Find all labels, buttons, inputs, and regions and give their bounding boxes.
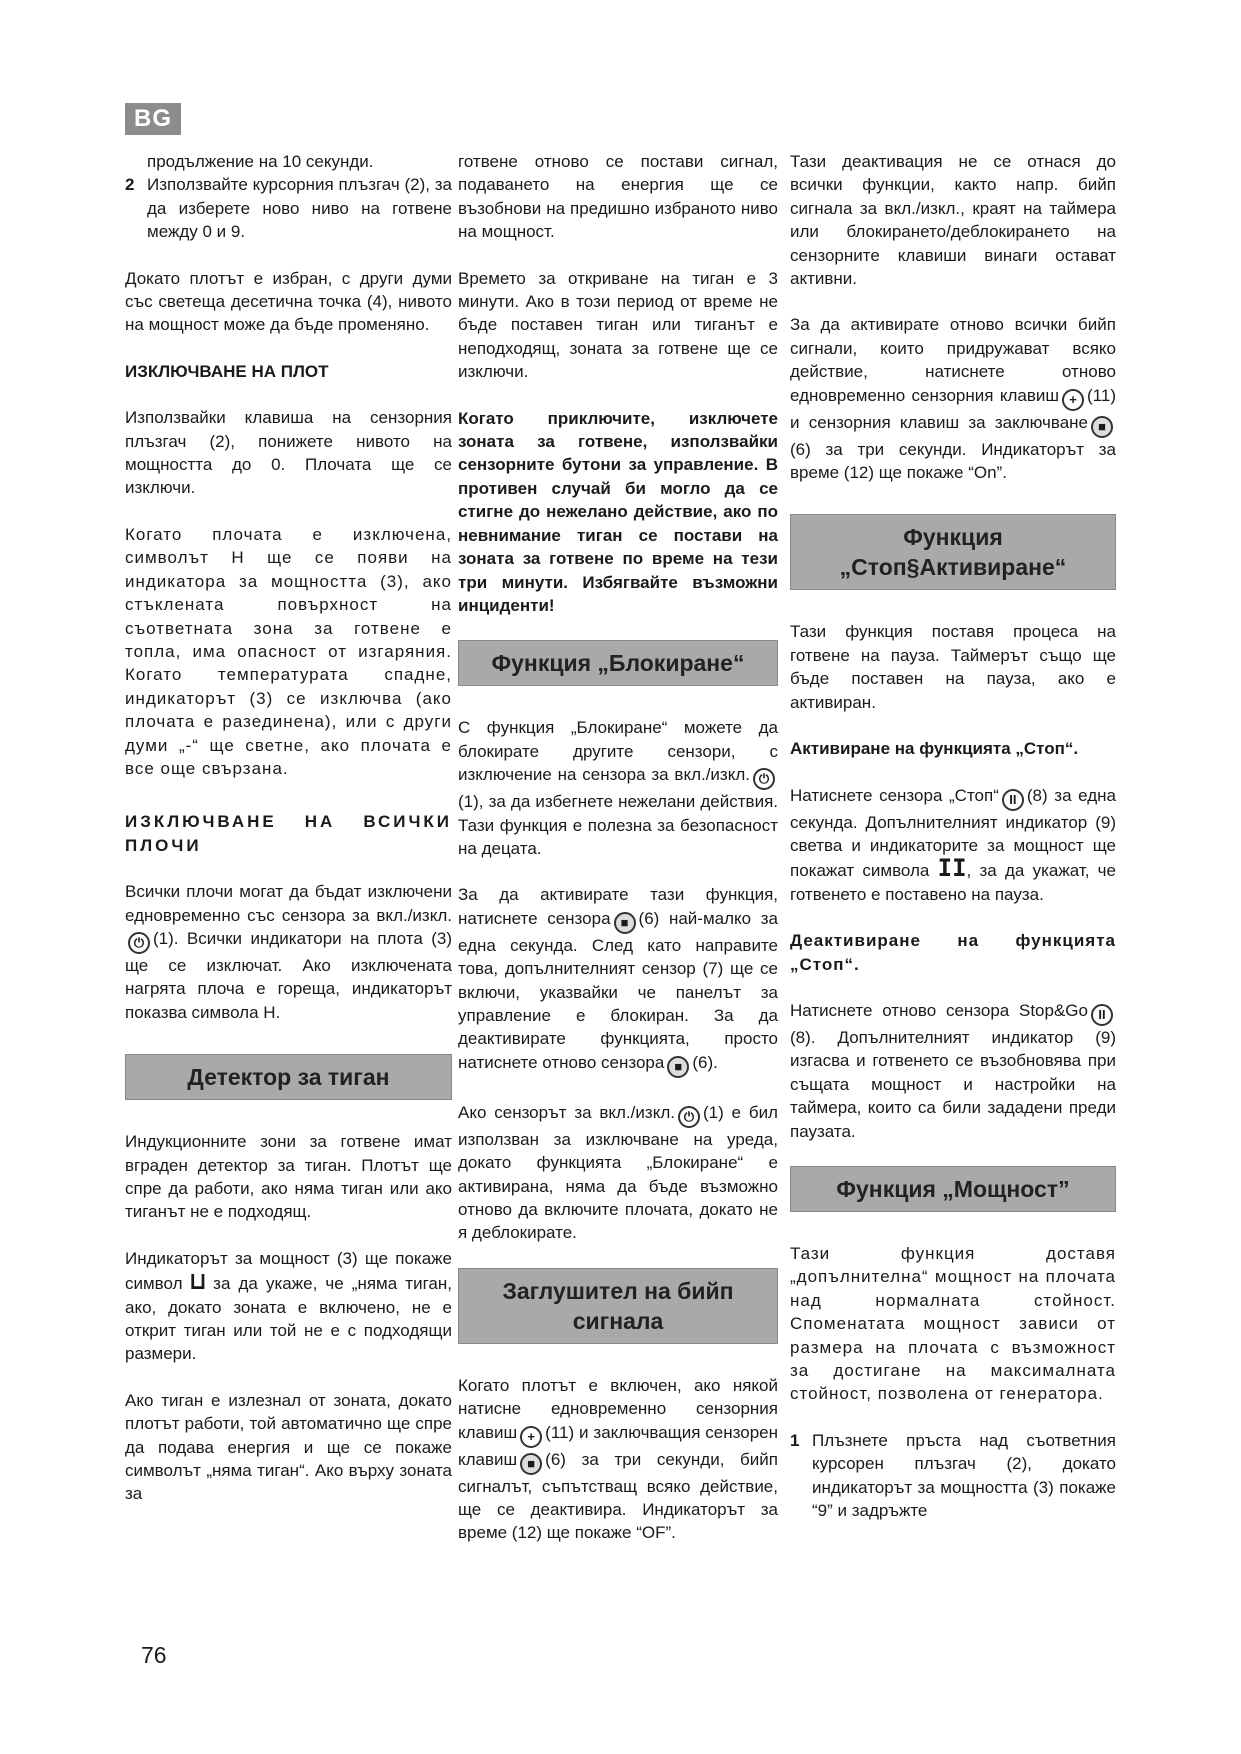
power-icon: ⏻ — [753, 768, 775, 790]
paragraph — [125, 1247, 452, 1366]
plus-icon: + — [520, 1426, 542, 1448]
text: Индикаторът за мощност (3) ще покаже символ — [125, 1248, 452, 1294]
text: Натиснете сензора „Стоп“ — [790, 785, 999, 805]
numbered-item-2 — [125, 173, 452, 243]
item-number: 1 — [790, 1430, 800, 1450]
section-heading: ИЗКЛЮЧВАНЕ НА ВСИЧКИ ПЛОЧИ — [125, 812, 452, 855]
paragraph — [458, 883, 778, 1077]
language-badge: BG — [125, 103, 181, 135]
paragraph: Тази функция поставя процеса на готвене на пауза. Таймерът също ще бъде поставен на пауза, ако е активиран. — [790, 622, 1116, 712]
paragraph — [458, 1374, 778, 1545]
lock-icon: ■ — [614, 912, 636, 934]
section-heading: Деактивиране на функцията „Стоп“. — [790, 931, 1116, 974]
no-pan-symbol-icon: ⊔ — [190, 1267, 206, 1296]
paragraph: Използвайки клавиша на сензорния плъзгач (2), понижете нивото на мощността до 0. Плочата ще се изключи. — [125, 408, 452, 498]
numbered-item-1 — [790, 1429, 1116, 1523]
text: Ако сензорът за вкл./изкл. — [458, 1102, 675, 1122]
lock-icon: ■ — [667, 1056, 689, 1078]
text: Натиснете отново сензора Stop&Go — [790, 1000, 1088, 1020]
paragraph: Ако тиган е излезнал от зоната, докато плотът работи, той автоматично ще спре да подава енергия и ще се покаже символът „няма тиган“. Ако върху зоната за — [125, 1390, 452, 1504]
text: За да активирате тази функция, натиснете сензора — [458, 885, 778, 928]
paragraph — [790, 784, 1116, 907]
column-2 — [458, 150, 778, 1568]
text: (1) е бил използван за изключване на уреда, докато функцията „Блокиране“ е активирана, няма да бъде възможно отново да включите плочата, докато не я деблокирате. — [458, 1102, 778, 1243]
section-box-lock: Функция „Блокиране“ — [458, 640, 778, 686]
text: Когато плотът е включен, ако някой натисне едновременно сензорния клавиш — [458, 1375, 778, 1442]
paragraph — [790, 313, 1116, 484]
lock-icon: ■ — [1091, 416, 1113, 438]
paragraph: продължение на 10 секунди. — [147, 152, 374, 171]
paragraph: готвене отново се постави сигнал, подаването на енергия ще се възобнови на предишно избраното ниво на мощност. — [458, 152, 778, 242]
paragraph: Когато плочата е изключена, символът H ще се появи на индикатора за мощността (3), ако стъклената повърхност на съответната зона за готвене е топла, има опасност от изгаряния. Когато температурата спадне, индикаторът (3) се изключва (ако плочата е разединена), или с други думи „-“ ще светне, ако плочата е все още свързана. — [125, 524, 452, 778]
section-heading: Активиране на функцията „Стоп“. — [790, 739, 1079, 759]
text: (6) най-малко за една секунда. След като направите това, допълнителният сензор (7) ще се включи, указвайки че панелът за управление е блокиран. За да деактивирате функцията, просто натиснете отново сензора — [458, 908, 778, 1072]
pause-icon: II — [1091, 1004, 1113, 1026]
lock-icon: ■ — [520, 1453, 542, 1475]
text: (6). — [692, 1052, 718, 1072]
text: (8) за една секунда. Допълнителният индикатор (9) светва и индикаторите за мощност ще покажат символа — [790, 785, 1116, 881]
paragraph: Докато плотът е избран, с други думи със светеща десетична точка (4), нивото на мощност може да бъде променяно. — [125, 268, 452, 335]
power-icon: ⏻ — [128, 932, 150, 954]
text: (1). Всички индикатори на плота (3) ще се изключат. Ако изключената нагрята плоча е гореща, индикаторът показва символа H. — [125, 928, 452, 1022]
section-box-pan-detector: Детектор за тиган — [125, 1054, 452, 1100]
plus-icon: + — [1062, 389, 1084, 411]
paragraph — [125, 880, 452, 1024]
paragraph: Тази функция доставя „допълнителна“ мощност на плочата над нормалната стойност. Споменатата мощност зависи от размера на плочата с възможност за достигане на максималната стойност, позволена от генератора. — [790, 1243, 1116, 1404]
paragraph: Тази деактивация не се отнася до всички функции, както напр. бийп сигнала за вкл./изкл., краят на таймера или блокирането/деблокирането на сензорните клавиши винаги остават активни. — [790, 152, 1116, 289]
text: За да активирате отново всички бийп сигнали, които придружават всяко действие, натиснете отново едновременно сензорния клавиш — [790, 315, 1116, 405]
text: (6) за три секунди, бийп сигналът, съпътстващ всяко действие, ще се деактивира. Индикаторът за време (12) ще покаже “OF”. — [458, 1449, 778, 1543]
section-heading: ИЗКЛЮЧВАНЕ НА ПЛОТ — [125, 361, 329, 381]
paragraph — [458, 716, 778, 860]
text: , за да укажат, че готвенето е поставено на пауза. — [790, 861, 1116, 904]
text: за да укаже, че „няма тиган, ако, докато зоната е включено, не е открит тиган или той не е с подходящи размери. — [125, 1274, 452, 1364]
text: (11) и сензорния клавиш за заключване — [790, 385, 1116, 432]
column-1 — [125, 150, 452, 1529]
pause-icon: II — [1002, 789, 1024, 811]
power-icon: ⏻ — [678, 1106, 700, 1128]
text: (11) и заключващия сензорен клавиш — [458, 1422, 778, 1469]
paragraph — [790, 999, 1116, 1143]
item-text: Използвайте курсорния плъзгач (2), за да изберете ново ниво на готвене между 0 и 9. — [147, 175, 452, 242]
text: С функция „Блокиране“ можете да блокирате другите сензори, с изключение на сензора за вкл./изкл. — [458, 718, 778, 785]
page-number: 76 — [141, 1642, 167, 1668]
paragraph: Индукционните зони за готвене имат вграден детектор за тиган. Плотът ще спре да работи, ако няма тиган или ако тиганът не е подходящ. — [125, 1132, 452, 1222]
text: Всички плочи могат да бъдат изключени едновременно със сензора за вкл./изкл. — [125, 882, 452, 925]
section-box-stop-activate: Функция „Стоп§Активиране“ — [790, 514, 1116, 590]
text: (1), за да избегнете нежелани действия. Тази функция е полезна за безопасност на децата. — [458, 792, 778, 858]
text: (8). Допълнителният индикатор (9) изгасва и готвенето се възобновява при същата мощност и настройки на таймера, които са били зададени преди паузата. — [790, 1027, 1116, 1141]
paragraph: Времето за откриване на тиган е 3 минути. Ако в този период от време не бъде поставен тиган или тиганът е неподходящ, зоната за готвене ще се изключи. — [458, 268, 778, 382]
warning-paragraph: Когато приключите, изключете зоната за готвене, използвайки сензорните бутони за управление. В противен случай би могло да се стигне до нежелано действие, ако по невнимание тиган се постави на зоната за готвене по време на тези три минути. Избягвайте възможни инциденти! — [458, 408, 778, 615]
section-box-power: Функция „Мощност” — [790, 1166, 1116, 1212]
text: (6) за три секунди. Индикаторът за време (12) ще покаже “On”. — [790, 439, 1116, 483]
paragraph — [458, 1101, 778, 1245]
item-number: 2 — [125, 175, 135, 195]
column-3 — [790, 150, 1116, 1522]
section-box-beep-muter: Заглушител на бийп сигнала — [458, 1268, 778, 1344]
pause-symbol-icon: II — [937, 854, 967, 883]
item-text: Плъзнете пръста над съответния курсорен плъзгач (2), докато индикаторът за мощността (3) покаже “9” и задръжте — [812, 1430, 1116, 1521]
